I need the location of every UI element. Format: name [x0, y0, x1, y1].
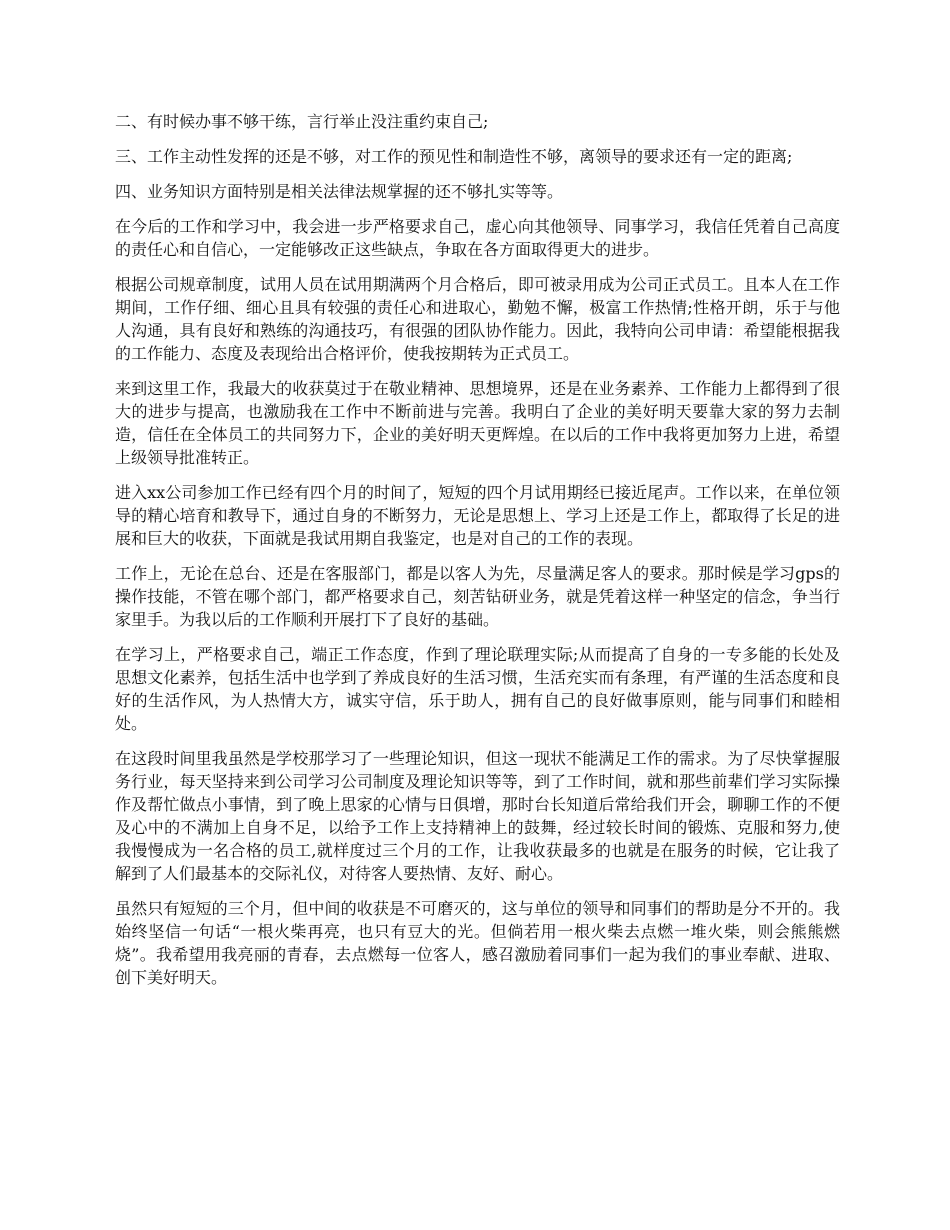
paragraph-experience: 在这段时间里我虽然是学校那学习了一些理论知识，但这一现状不能满足工作的需求。为了尽快掌握服务行业，每天坚持来到公司学习公司制度及理论知识等等，到了工作时间，就和那些前辈们学习实际操作及帮忙做点小事情，到了晚上思家的心情与日俱增，那时台长知道后常给我们开会，聊聊工作的不便及心中的不满加上自身不足，以给予工作上支持精神上的鼓舞，经过较长时间的锻炼、克服和努力,使我慢慢成为一名合格的员工,就样度过三个月的工作，让我收获最多的也就是在服务的时候，它让我了解到了人们最基本的交际礼仪，对待客人要热情、友好、耐心。 [115, 749, 840, 883]
paragraph-conclusion: 虽然只有短短的三个月，但中间的收获是不可磨灭的，这与单位的领导和同事们的帮助是分不开的。我始终坚信一句话“一根火柴再亮，也只有豆大的光。但倘若用一根火柴去点燃一堆火柴，则会熊熊燃烧”。我希望用我亮丽的青春，去点燃每一位客人，感召激励着同事们一起为我们的事业奉献、进取、创下美好明天。 [115, 899, 840, 987]
paragraph-future-improvement: 在今后的工作和学习中，我会进一步严格要求自己，虚心向其他领导、同事学习，我信任凭着自己高度的责任心和自信心，一定能够改正这些缺点，争取在各方面取得更大的进步。 [115, 217, 840, 259]
paragraph-probation-intro: 进入xx公司参加工作已经有四个月的时间了，短短的四个月试用期经已接近尾声。工作以来，在单位领导的精心培育和教导下，通过自身的不断努力，无论是思想上、学习上还是工作上，都取得了长足的进展和巨大的收获，下面就是我试用期自我鉴定，也是对自己的工作的表现。 [115, 483, 840, 548]
paragraph-shortcoming-3: 三、工作主动性发挥的还是不够，对工作的预见性和制造性不够，离领导的要求还有一定的距离; [115, 147, 793, 166]
paragraph-regularization-request: 根据公司规章制度，试用人员在试用期满两个月合格后，即可被录用成为公司正式员工。且本人在工作期间，工作仔细、细心且具有较强的责任心和进取心，勤勉不懈，极富工作热情;性格开朗，乐于与他人沟通，具有良好和熟练的沟通技巧，有很强的团队协作能力。因此，我特向公司申请：希望能根据我的工作能力、态度及表现给出合格评价，使我按期转为正式员工。 [115, 275, 840, 363]
paragraph-shortcoming-2: 二、有时候办事不够干练，言行举止没注重约束自己; [115, 112, 489, 131]
paragraph-work: 工作上，无论在总台、还是在客服部门，都是以客人为先，尽量满足客人的要求。那时候是学习gps的操作技能，不管在哪个部门，都严格要求自己，刻苦钻研业务，就是凭着这样一种坚定的信念，争当行家里手。为我以后的工作顺利开展打下了良好的基础。 [115, 564, 840, 629]
document-body [115, 110, 840, 1001]
paragraph-study: 在学习上，严格要求自己，端正工作态度，作到了理论联理实际;从而提高了自身的一专多能的长处及思想文化素养，包括生活中也学到了养成良好的生活习惯，生活充实而有条理，有严谨的生活态度和良好的生活作风，为人热情大方，诚实守信，乐于助人，拥有自己的良好做事原则，能与同事们和睦相处。 [115, 645, 840, 733]
paragraph-shortcoming-4: 四、业务知识方面特别是相关法律法规掌握的还不够扎实等等。 [115, 182, 564, 201]
paragraph-gains: 来到这里工作，我最大的收获莫过于在敬业精神、思想境界，还是在业务素养、工作能力上都得到了很大的进步与提高，也激励我在工作中不断前进与完善。我明白了企业的美好明天要靠大家的努力去制造，信任在全体员工的共同努力下，企业的美好明天更辉煌。在以后的工作中我将更加努力上进，希望上级领导批准转正。 [115, 379, 840, 467]
